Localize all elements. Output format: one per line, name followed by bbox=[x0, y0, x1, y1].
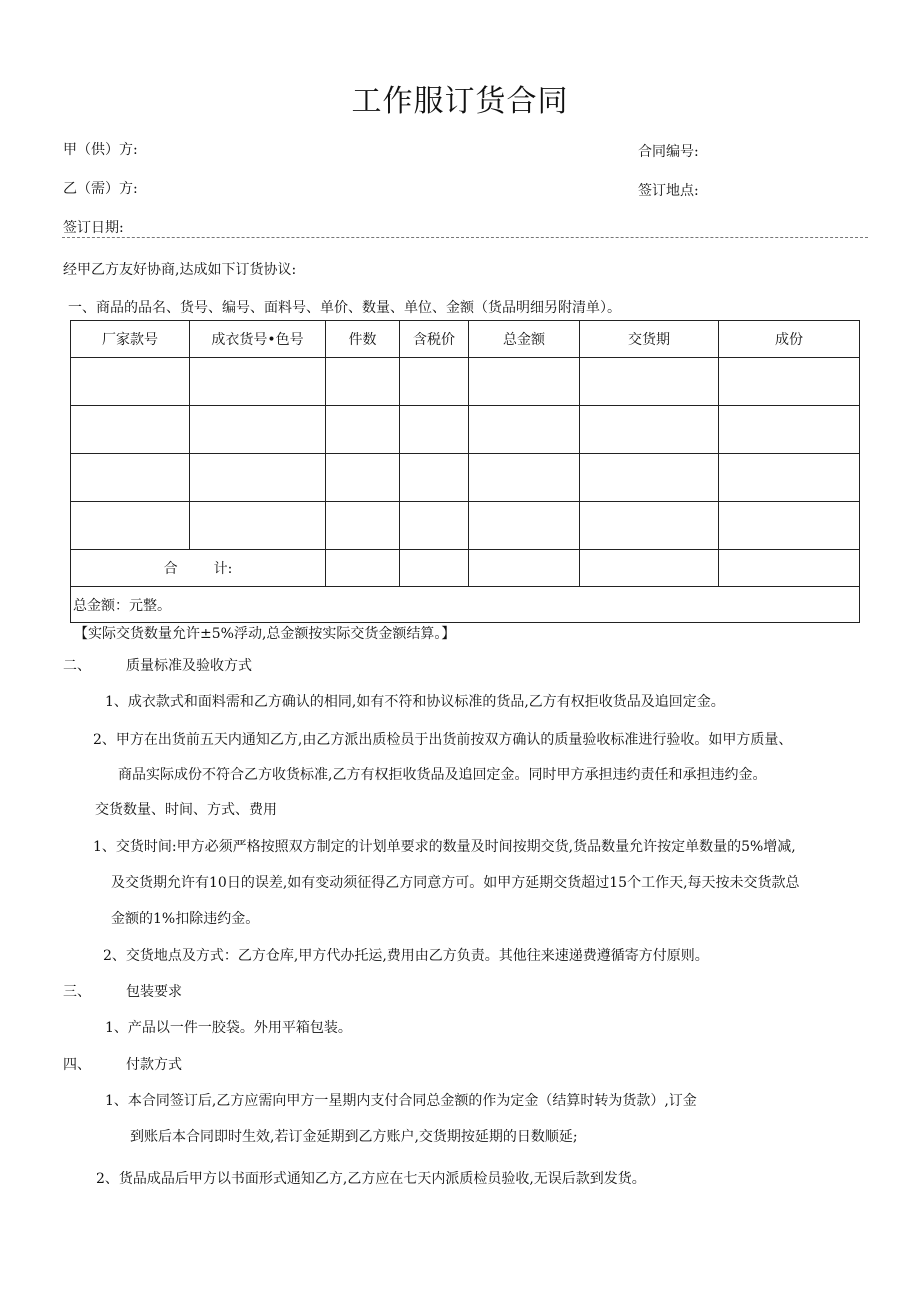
total-amount-row bbox=[71, 587, 860, 623]
delivery-item1-line1: 1、交货时间:甲方必须严格按照双方制定的计划单要求的数量及时间按期交货,货品数量允许按定单数量的5%增减, bbox=[93, 839, 796, 855]
buyer-label: 乙（需）方: bbox=[63, 181, 138, 197]
sign-place-label: 签订地点: bbox=[638, 183, 699, 199]
section2-number: 二、 bbox=[63, 658, 91, 674]
table-cell bbox=[400, 502, 469, 550]
table-cell bbox=[400, 358, 469, 406]
table-cell bbox=[190, 406, 326, 454]
section4-item2: 2、货品成品后甲方以书面形式通知乙方,乙方应在七天内派质检员验收,无误后款到发货。 bbox=[96, 1171, 646, 1187]
table-row bbox=[71, 454, 860, 502]
col-header-style-no: 厂家款号 bbox=[71, 321, 190, 358]
table-cell bbox=[190, 502, 326, 550]
col-header-delivery-date: 交货期 bbox=[580, 321, 719, 358]
table-cell bbox=[469, 454, 580, 502]
section3-item1: 1、产品以一件一胶袋。外用平箱包装。 bbox=[105, 1020, 352, 1036]
subtotal-label-left: 合 bbox=[163, 561, 178, 577]
page-title: 工作服订货合同 bbox=[351, 84, 569, 119]
section3-number: 三、 bbox=[63, 984, 91, 1000]
section3-title: 包装要求 bbox=[126, 984, 182, 1000]
section2-title: 质量标准及验收方式 bbox=[126, 658, 252, 674]
table-cell bbox=[469, 358, 580, 406]
delivery-section-title: 交货数量、时间、方式、费用 bbox=[95, 802, 277, 818]
table-cell bbox=[190, 454, 326, 502]
contract-number-label: 合同编号: bbox=[638, 144, 699, 160]
goods-table bbox=[70, 320, 860, 623]
subtotal-label-right: 计: bbox=[213, 561, 233, 577]
col-header-total-amount: 总金额 bbox=[469, 321, 580, 358]
table-cell bbox=[719, 550, 860, 587]
table-row bbox=[71, 406, 860, 454]
table-cell bbox=[326, 550, 400, 587]
delivery-item2: 2、交货地点及方式：乙方仓库,甲方代办托运,费用由乙方负责。其他往来速递费遵循寄方付原则。 bbox=[103, 948, 709, 964]
col-header-tax-price: 含税价 bbox=[400, 321, 469, 358]
section2-item2-line2: 商品实际成份不符合乙方收货标准,乙方有权拒收货品及追回定金。同时甲方承担违约责任和承担违约金。 bbox=[118, 767, 767, 783]
delivery-item1-line3: 金额的1%扣除违约金。 bbox=[111, 911, 260, 927]
table-cell bbox=[400, 454, 469, 502]
table-row bbox=[71, 502, 860, 550]
table-cell bbox=[469, 406, 580, 454]
table-cell bbox=[71, 406, 190, 454]
section4-item1-line1: 1、本合同签订后,乙方应需向甲方一星期内支付合同总金额的作为定金（结算时转为货款）,订金 bbox=[105, 1093, 697, 1109]
table-row bbox=[71, 358, 860, 406]
delivery-item1-line2: 及交货期允许有10日的误差,如有变动须征得乙方同意方可。如甲方延期交货超过15个工作天,每天按未交货款总 bbox=[111, 875, 800, 891]
table-cell bbox=[719, 502, 860, 550]
table-cell bbox=[580, 454, 719, 502]
table-cell bbox=[400, 550, 469, 587]
table-cell bbox=[719, 358, 860, 406]
table-cell bbox=[326, 502, 400, 550]
table-cell bbox=[326, 454, 400, 502]
table-cell bbox=[580, 406, 719, 454]
quantity-tolerance-note: 【实际交货数量允许±5%浮动,总金额按实际交货金额结算。】 bbox=[74, 626, 456, 642]
table-cell bbox=[580, 358, 719, 406]
table-cell bbox=[469, 502, 580, 550]
table-cell bbox=[719, 454, 860, 502]
section2-item2-line1: 2、甲方在出货前五天内通知乙方,由乙方派出质检员于出货前按双方确认的质量验收标准进行验收。如甲方质量、 bbox=[93, 732, 793, 748]
table-cell bbox=[326, 358, 400, 406]
intro-text: 经甲乙方友好协商,达成如下订货协议: bbox=[63, 262, 297, 278]
table-cell bbox=[469, 550, 580, 587]
table-cell bbox=[71, 358, 190, 406]
col-header-quantity: 件数 bbox=[326, 321, 400, 358]
col-header-composition: 成份 bbox=[719, 321, 860, 358]
total-amount-label: 总金额：元整。 bbox=[71, 587, 860, 623]
col-header-item-color: 成衣货号•色号 bbox=[190, 321, 326, 358]
table-cell bbox=[400, 406, 469, 454]
table-cell bbox=[580, 502, 719, 550]
table-cell bbox=[190, 358, 326, 406]
section2-item1: 1、成衣款式和面料需和乙方确认的相同,如有不符和协议标准的货品,乙方有权拒收货品及追回定金。 bbox=[105, 694, 725, 710]
table-header-row bbox=[71, 321, 860, 358]
supplier-label: 甲（供）方: bbox=[63, 142, 138, 158]
table-cell bbox=[71, 502, 190, 550]
section4-item1-line2: 到账后本合同即时生效,若订金延期到乙方账户,交货期按延期的日数顺延; bbox=[130, 1129, 578, 1145]
subtotal-row bbox=[71, 550, 860, 587]
section4-title: 付款方式 bbox=[126, 1057, 182, 1073]
table-cell bbox=[580, 550, 719, 587]
sign-date-label: 签订日期: bbox=[63, 220, 124, 236]
table-cell bbox=[326, 406, 400, 454]
table-cell bbox=[719, 406, 860, 454]
section4-number: 四、 bbox=[63, 1057, 91, 1073]
header-divider bbox=[62, 237, 868, 238]
table-cell bbox=[71, 454, 190, 502]
subtotal-label bbox=[71, 550, 326, 587]
section1-title: 一、商品的品名、货号、编号、面料号、单价、数量、单位、金额（货品明细另附清单）。 bbox=[68, 300, 621, 316]
